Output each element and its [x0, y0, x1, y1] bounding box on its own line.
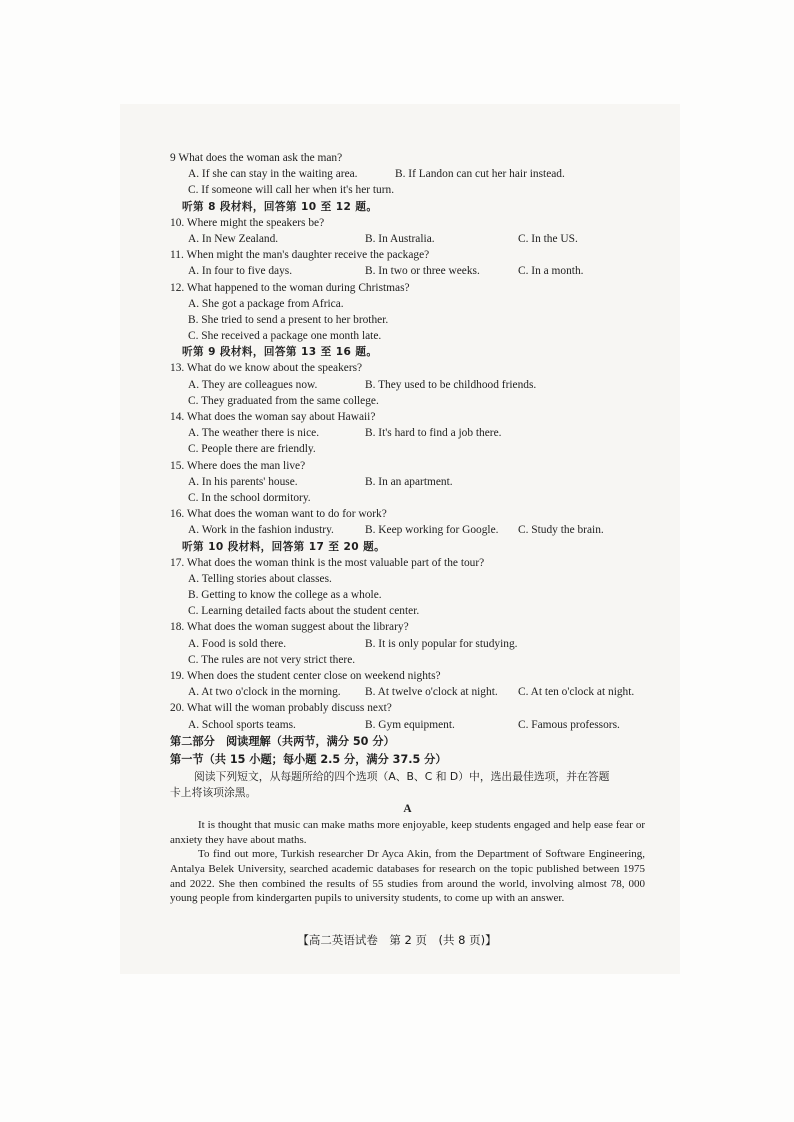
- question-14-stem: 14. What does the woman say about Hawaii?: [170, 411, 376, 423]
- option-b: B. In two or three weeks.: [365, 265, 480, 278]
- listening-section-header-9: 听第 9 段材料，回答第 13 至 16 题。: [182, 346, 378, 359]
- part-two-heading: 第二部分 阅读理解（共两节，满分 50 分）: [170, 734, 395, 748]
- option-b: B. In an apartment.: [365, 475, 453, 488]
- passage-label: A: [403, 803, 412, 816]
- option-a: A. In his parents' house.: [188, 475, 298, 488]
- option-b: B. If Landon can cut her hair instead.: [395, 168, 565, 181]
- exam-content: [170, 150, 645, 906]
- question-17-option-c: C. Learning detailed facts about the student center.: [188, 605, 420, 618]
- question-16-options: [170, 522, 645, 538]
- option-a: A. Food is sold there.: [188, 637, 287, 650]
- question-9-option-c: C. If someone will call her when it's her turn.: [188, 184, 395, 197]
- question-15-options-ab: [170, 474, 645, 490]
- question-16-stem: 16. What does the woman want to do for work?: [170, 508, 387, 521]
- listening-section-header-10: 听第 10 段材料，回答第 17 至 20 题。: [182, 540, 386, 553]
- question-11-options: [170, 263, 645, 279]
- option-a: A. School sports teams.: [188, 718, 296, 731]
- question-12-stem: 12. What happened to the woman during Christmas?: [170, 281, 410, 294]
- question-11-stem: 11. When might the man's daughter receive the package?: [170, 249, 430, 262]
- option-a: A. Work in the fashion industry.: [188, 524, 334, 537]
- instructions-line-1: 阅读下列短文，从每题所给的四个选项（A、B、C 和 D）中，选出最佳选项，并在答题: [194, 769, 610, 783]
- question-9-stem: 9 What does the woman ask the man?: [170, 152, 343, 164]
- option-b: B. At twelve o'clock at night.: [365, 686, 498, 699]
- option-c: C. Famous professors.: [518, 718, 620, 731]
- option-a: A. The weather there is nice.: [188, 427, 320, 440]
- option-c: C. Study the brain.: [518, 524, 604, 537]
- option-b: B. It's hard to find a job there.: [365, 427, 502, 440]
- option-a: A. They are colleagues now.: [188, 378, 318, 391]
- question-17-stem: 17. What does the woman think is the most valuable part of the tour?: [170, 556, 485, 569]
- question-17-option-a: A. Telling stories about classes.: [188, 572, 332, 585]
- question-12-option-a: A. She got a package from Africa.: [188, 297, 344, 310]
- passage-a: [170, 818, 645, 906]
- question-18-options-ab: [170, 636, 645, 652]
- question-19-options: [170, 684, 645, 700]
- question-20-stem: 20. What will the woman probably discuss next?: [170, 702, 392, 715]
- passage-paragraph-1: It is thought that music can make maths more enjoyable, keep students engaged and help ease fear or anxiety they have about maths.: [170, 819, 645, 846]
- listening-section-header-8: 听第 8 段材料，回答第 10 至 12 题。: [182, 200, 378, 213]
- option-b: B. In Australia.: [365, 232, 435, 245]
- passage-paragraph-2: To find out more, Turkish researcher Dr Ayca Akin, from the Department of Software Engineering, Antalya Belek University, searched academic databases for research on the topic published between 1975 and 2022. She then combined the results of 55 studies from around the world, involving almost 78, 000 young people from kindergarten pupils to university students, to come up with an answer.: [170, 848, 645, 905]
- instructions-line-2: 卡上将该项涂黑。: [170, 785, 257, 799]
- option-a: A. If she can stay in the waiting area.: [188, 168, 358, 181]
- question-10-stem: 10. Where might the speakers be?: [170, 216, 325, 229]
- question-13-stem: 13. What do we know about the speakers?: [170, 362, 363, 375]
- option-c: C. In the US.: [518, 232, 578, 245]
- option-b: B. It is only popular for studying.: [365, 637, 518, 650]
- question-15-option-c: C. In the school dormitory.: [188, 491, 311, 504]
- question-12-option-b: B. She tried to send a present to her brother.: [188, 313, 389, 326]
- option-a: A. In New Zealand.: [188, 232, 279, 245]
- question-12-option-c: C. She received a package one month late.: [188, 330, 382, 343]
- option-b: B. They used to be childhood friends.: [365, 378, 537, 391]
- option-b: B. Gym equipment.: [365, 718, 455, 731]
- question-9-options-ab: [170, 166, 645, 182]
- question-13-option-c: C. They graduated from the same college.: [188, 394, 379, 407]
- option-c: C. In a month.: [518, 265, 584, 278]
- question-14-option-c: C. People there are friendly.: [188, 443, 316, 456]
- question-17-option-b: B. Getting to know the college as a whole.: [188, 589, 382, 602]
- question-14-options-ab: [170, 425, 645, 441]
- option-b: B. Keep working for Google.: [365, 524, 499, 537]
- question-18-stem: 18. What does the woman suggest about the library?: [170, 621, 409, 634]
- question-19-stem: 19. When does the student center close on weekend nights?: [170, 670, 441, 682]
- question-10-options: [170, 231, 645, 247]
- question-20-options: [170, 717, 645, 733]
- option-a: A. In four to five days.: [188, 265, 293, 278]
- question-18-option-c: C. The rules are not very strict there.: [188, 653, 356, 666]
- option-c: C. At ten o'clock at night.: [518, 686, 635, 699]
- question-15-stem: 15. Where does the man live?: [170, 459, 306, 472]
- question-13-options-ab: [170, 377, 645, 393]
- option-a: A. At two o'clock in the morning.: [188, 686, 341, 699]
- page-footer: 【高二英语试卷 第 2 页 (共 8 页)】: [297, 933, 497, 947]
- section-one-heading: 第一节（共 15 小题；每小题 2.5 分，满分 37.5 分）: [170, 752, 447, 766]
